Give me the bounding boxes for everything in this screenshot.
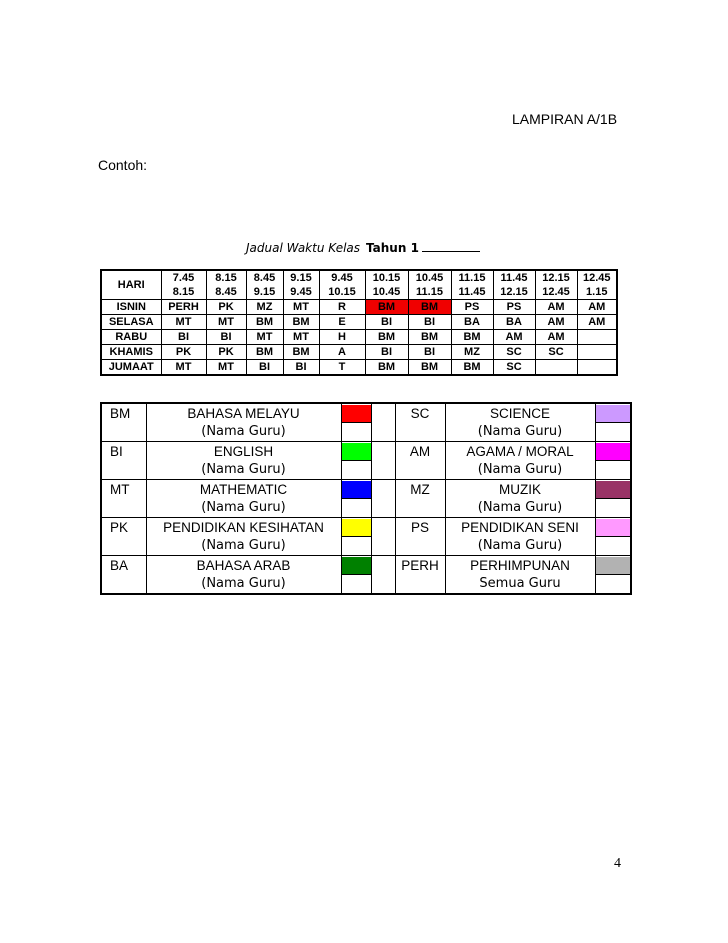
subject-code: PERH — [395, 556, 445, 575]
color-swatch — [595, 518, 631, 537]
time-end: 9.15 — [246, 285, 283, 300]
time-end: 11.45 — [451, 285, 493, 300]
contoh-label: Contoh: — [98, 157, 148, 173]
day-cell: ISNIN — [101, 300, 161, 315]
subject-cell: AM — [577, 315, 617, 330]
empty-swatch — [341, 537, 371, 556]
subject-cell: BI — [408, 345, 451, 360]
subject-name: SCIENCE — [445, 403, 595, 423]
subject-name: ENGLISH — [146, 442, 341, 461]
subject-name: BAHASA ARAB — [146, 556, 341, 575]
day-cell: SELASA — [101, 315, 161, 330]
subject-cell — [535, 360, 577, 376]
subject-cell: BM — [246, 315, 283, 330]
spacer-cell — [371, 518, 395, 537]
time-end: 8.45 — [206, 285, 246, 300]
subject-cell: SC — [493, 345, 535, 360]
subject-name: AGAMA / MORAL — [445, 442, 595, 461]
color-swatch — [341, 403, 371, 423]
timetable-title-text: Jadual Waktu Kelas — [246, 241, 361, 255]
empty-cell — [101, 537, 146, 556]
subject-cell: AM — [535, 315, 577, 330]
spacer-cell — [371, 461, 395, 480]
empty-cell — [101, 575, 146, 595]
legend-row — [101, 575, 631, 595]
color-swatch — [341, 442, 371, 461]
subject-cell: BA — [451, 315, 493, 330]
empty-cell — [101, 423, 146, 442]
timetable-row — [101, 330, 617, 345]
day-cell: RABU — [101, 330, 161, 345]
day-cell: KHAMIS — [101, 345, 161, 360]
teacher-name: (Nama Guru) — [477, 500, 563, 516]
subject-name: PENDIDIKAN KESIHATAN — [146, 518, 341, 537]
time-start: 12.45 — [577, 270, 617, 285]
empty-swatch — [595, 423, 631, 442]
spacer-cell — [371, 537, 395, 556]
empty-swatch — [595, 499, 631, 518]
timetable-header-row — [101, 270, 617, 285]
subject-cell: BM — [246, 345, 283, 360]
subject-cell: BM — [451, 360, 493, 376]
spacer-cell — [371, 403, 395, 423]
subject-cell: AM — [493, 330, 535, 345]
blank-line — [422, 241, 480, 252]
subject-cell: BM — [408, 300, 451, 315]
subject-cell: BM — [283, 315, 319, 330]
teacher-name: (Nama Guru) — [477, 462, 563, 478]
time-start: 10.15 — [365, 270, 408, 285]
empty-cell — [395, 499, 445, 518]
subject-cell: BM — [365, 330, 408, 345]
empty-cell — [395, 423, 445, 442]
time-start: 12.15 — [535, 270, 577, 285]
subject-cell: PK — [206, 345, 246, 360]
timetable-row — [101, 315, 617, 330]
timetable-row — [101, 360, 617, 376]
subject-cell: H — [319, 330, 365, 345]
empty-swatch — [595, 461, 631, 480]
teacher-name: (Nama Guru) — [201, 462, 286, 478]
color-swatch — [595, 556, 631, 575]
subject-cell: BI — [206, 330, 246, 345]
subject-cell: BI — [246, 360, 283, 376]
subject-cell: BI — [365, 315, 408, 330]
subject-code: AM — [395, 442, 445, 461]
teacher-name: (Nama Guru) — [201, 424, 286, 440]
timetable-title — [246, 241, 480, 255]
timetable-row — [101, 345, 617, 360]
legend-table — [100, 402, 632, 595]
legend-row — [101, 480, 631, 499]
empty-cell — [395, 537, 445, 556]
legend-row — [101, 442, 631, 461]
subject-cell: BM — [365, 360, 408, 376]
empty-cell — [101, 499, 146, 518]
subject-cell: BM — [451, 330, 493, 345]
subject-cell: PK — [206, 300, 246, 315]
color-swatch — [341, 556, 371, 575]
subject-code: SC — [395, 403, 445, 423]
teacher-name: (Nama Guru) — [201, 576, 286, 592]
time-end: 10.15 — [319, 285, 365, 300]
subject-cell: R — [319, 300, 365, 315]
subject-name: PENDIDIKAN SENI — [445, 518, 595, 537]
spacer-cell — [371, 499, 395, 518]
time-start: 7.45 — [161, 270, 206, 285]
subject-code: BA — [101, 556, 146, 575]
spacer-cell — [371, 423, 395, 442]
subject-name: BAHASA MELAYU — [146, 403, 341, 423]
day-cell: JUMAAT — [101, 360, 161, 376]
subject-cell: MT — [283, 330, 319, 345]
subject-cell: AM — [535, 300, 577, 315]
subject-name: MUZIK — [445, 480, 595, 499]
subject-cell: BM — [365, 300, 408, 315]
time-end: 11.15 — [408, 285, 451, 300]
time-start: 8.15 — [206, 270, 246, 285]
subject-cell: MZ — [246, 300, 283, 315]
teacher-name: Semua Guru — [479, 576, 561, 592]
empty-swatch — [341, 461, 371, 480]
spacer-cell — [371, 556, 395, 575]
teacher-name: (Nama Guru) — [201, 538, 286, 554]
hari-header: HARI — [101, 270, 161, 300]
time-end: 10.45 — [365, 285, 408, 300]
time-end: 12.45 — [535, 285, 577, 300]
empty-cell — [395, 461, 445, 480]
time-end: 12.15 — [493, 285, 535, 300]
subject-cell: A — [319, 345, 365, 360]
spacer-cell — [371, 575, 395, 595]
time-start: 11.45 — [493, 270, 535, 285]
legend-row — [101, 556, 631, 575]
time-start: 8.45 — [246, 270, 283, 285]
legend-row — [101, 537, 631, 556]
time-end: 1.15 — [577, 285, 617, 300]
teacher-name: (Nama Guru) — [201, 500, 286, 516]
color-swatch — [595, 480, 631, 499]
timetable — [100, 269, 618, 376]
subject-cell: BI — [365, 345, 408, 360]
subject-cell: BM — [283, 345, 319, 360]
subject-cell: PERH — [161, 300, 206, 315]
subject-cell: PS — [493, 300, 535, 315]
subject-code: MT — [101, 480, 146, 499]
subject-cell: AM — [535, 330, 577, 345]
spacer-cell — [371, 442, 395, 461]
subject-code: PS — [395, 518, 445, 537]
teacher-name: (Nama Guru) — [477, 538, 563, 554]
legend-row — [101, 518, 631, 537]
subject-code: BM — [101, 403, 146, 423]
empty-swatch — [341, 423, 371, 442]
subject-cell: MT — [283, 300, 319, 315]
subject-cell: BI — [408, 315, 451, 330]
subject-cell: BI — [283, 360, 319, 376]
subject-cell: E — [319, 315, 365, 330]
subject-cell — [577, 330, 617, 345]
subject-code: BI — [101, 442, 146, 461]
time-start: 11.15 — [451, 270, 493, 285]
timetable-header-row — [101, 285, 617, 300]
subject-cell: PK — [161, 345, 206, 360]
color-swatch — [595, 403, 631, 423]
legend-row — [101, 499, 631, 518]
subject-cell: BI — [161, 330, 206, 345]
subject-cell — [577, 360, 617, 376]
subject-cell — [577, 345, 617, 360]
time-start: 9.15 — [283, 270, 319, 285]
subject-cell: PS — [451, 300, 493, 315]
subject-cell: MT — [161, 315, 206, 330]
empty-cell — [101, 461, 146, 480]
subject-cell: BA — [493, 315, 535, 330]
time-start: 9.45 — [319, 270, 365, 285]
subject-cell: MT — [161, 360, 206, 376]
empty-swatch — [341, 499, 371, 518]
subject-code: PK — [101, 518, 146, 537]
empty-swatch — [595, 537, 631, 556]
subject-cell: MT — [206, 360, 246, 376]
subject-cell: MT — [206, 315, 246, 330]
time-end: 9.45 — [283, 285, 319, 300]
color-swatch — [595, 442, 631, 461]
lampiran-label: LAMPIRAN A/1B — [512, 111, 618, 127]
empty-swatch — [341, 575, 371, 595]
empty-cell — [395, 575, 445, 595]
timetable-row — [101, 300, 617, 315]
page-number: 4 — [614, 856, 621, 871]
time-start: 10.45 — [408, 270, 451, 285]
subject-cell: SC — [535, 345, 577, 360]
legend-row — [101, 423, 631, 442]
legend-row — [101, 403, 631, 423]
subject-cell: AM — [577, 300, 617, 315]
subject-cell: BM — [408, 330, 451, 345]
subject-code: MZ — [395, 480, 445, 499]
spacer-cell — [371, 480, 395, 499]
subject-cell: SC — [493, 360, 535, 376]
time-end: 8.15 — [161, 285, 206, 300]
empty-swatch — [595, 575, 631, 595]
subject-name: PERHIMPUNAN — [445, 556, 595, 575]
teacher-name: (Nama Guru) — [477, 424, 563, 440]
subject-cell: MT — [246, 330, 283, 345]
subject-cell: T — [319, 360, 365, 376]
subject-cell: MZ — [451, 345, 493, 360]
color-swatch — [341, 480, 371, 499]
subject-cell: BM — [408, 360, 451, 376]
subject-name: MATHEMATIC — [146, 480, 341, 499]
color-swatch — [341, 518, 371, 537]
legend-row — [101, 461, 631, 480]
timetable-title-tahun: Tahun 1 — [366, 241, 419, 255]
